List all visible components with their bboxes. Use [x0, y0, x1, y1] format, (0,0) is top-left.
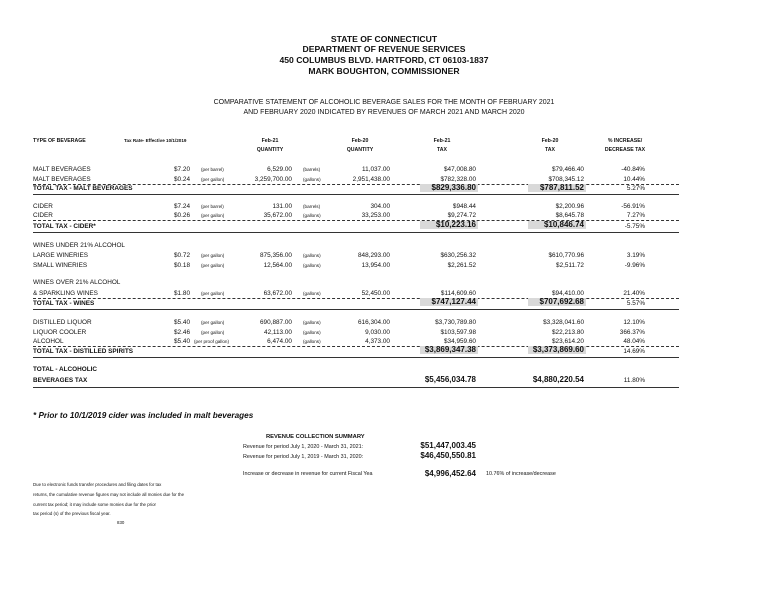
- tax-rate: $1.80: [174, 290, 190, 297]
- summary-percent-change: 10.76% of increase/decrease: [486, 471, 556, 477]
- quantity-2020: 11,037.00: [362, 166, 390, 173]
- rate-unit: (per barrel): [201, 167, 224, 172]
- percent-change: 7.27%: [626, 212, 645, 219]
- beverage-name: MALT BEVERAGES: [33, 176, 91, 183]
- grand-total-tax-2021: $5,456,034.78: [424, 375, 476, 384]
- summary-line-change: Increase or decrease in revenue for current Fiscal Yea: [243, 471, 373, 477]
- cider-note: * Prior to 10/1/2019 cider was included in malt beverages: [33, 411, 254, 420]
- tax-2021: $948.44: [452, 203, 476, 210]
- col-q2-month: Feb-20: [351, 138, 369, 144]
- quantity-unit: (gallons): [303, 213, 321, 218]
- tax-2020: $708,345.12: [548, 176, 584, 183]
- total-tax-2021: $10,223.16: [435, 220, 476, 229]
- tax-2021: $630,256.32: [440, 252, 476, 259]
- grand-total-percent: 11.80%: [623, 377, 645, 384]
- quantity-2020: 9,030.00: [365, 329, 390, 336]
- section-heading-wines-over: WINES OVER 21% ALCOHOL: [33, 279, 121, 286]
- summary-value-2020: $46,450,550.81: [420, 451, 476, 460]
- total-tax-2021: $3,869,347.38: [424, 345, 476, 354]
- rate-unit: (per gallon): [201, 253, 225, 258]
- total-tax-2020: $787,811.52: [539, 183, 584, 192]
- tax-2020: $610,770.96: [548, 252, 584, 259]
- quantity-2021: 131.00: [272, 203, 292, 210]
- quantity-unit: (gallons): [303, 253, 321, 258]
- tax-rate: $0.72: [174, 252, 190, 259]
- separator: [33, 232, 679, 233]
- summary-line-2020: Revenue for period July 1, 2019 - March 31, 2020:: [243, 454, 364, 460]
- col-type: TYPE OF BEVERAGE: [33, 138, 86, 144]
- tax-2021: $114,609.60: [440, 290, 476, 297]
- tax-2020: $94,410.00: [552, 290, 584, 297]
- quantity-2020: 33,253.00: [361, 212, 390, 219]
- quantity-unit: (barrels): [303, 204, 321, 209]
- rate-unit: (per proof gallon): [194, 339, 229, 344]
- grand-total-label-line2: BEVERAGES TAX: [33, 377, 88, 384]
- beverage-name: LIQUOR COOLER: [33, 329, 87, 336]
- form-code: 830: [117, 520, 125, 525]
- separator: [33, 309, 679, 310]
- quantity-2021: 3,259,700.00: [254, 176, 292, 183]
- tax-rate: $0.26: [174, 212, 190, 219]
- tax-2020: $3,328,041.60: [543, 319, 584, 326]
- tax-rate: $7.20: [174, 166, 190, 173]
- quantity-2020: 304.00: [370, 203, 390, 210]
- percent-change: 3.19%: [626, 252, 645, 259]
- col-q1-month: Feb-21: [261, 138, 279, 144]
- beverage-name: MALT BEVERAGES: [33, 166, 91, 173]
- rate-unit: (per gallon): [201, 320, 225, 325]
- percent-change: -9.96%: [624, 262, 645, 269]
- total-percent: 14.69%: [623, 348, 645, 355]
- footnote-line3: current tax period; it may include some monies due for the prior: [33, 502, 156, 507]
- commissioner-name: MARK BOUGHTON, COMMISSIONER: [308, 66, 460, 76]
- quantity-2021: 12,564.00: [263, 262, 292, 269]
- footnote-line1: Due to electronic funds transfer procedures and filing dates for tax: [33, 482, 162, 487]
- tax-2020: $23,614.20: [552, 338, 584, 345]
- quantity-2020: 13,954.00: [361, 262, 390, 269]
- agency-title: STATE OF CONNECTICUT: [330, 34, 438, 44]
- percent-change: 10.44%: [623, 176, 645, 183]
- tax-rate: $5.40: [174, 338, 190, 345]
- total-label: TOTAL TAX - WINES: [33, 300, 95, 307]
- quantity-2020: 4,373.00: [365, 338, 390, 345]
- quantity-2020: 616,304.00: [358, 319, 390, 326]
- total-percent: 5.27%: [626, 185, 645, 192]
- summary-title: REVENUE COLLECTION SUMMARY: [266, 434, 365, 440]
- total-percent: -5.75%: [624, 223, 645, 230]
- quantity-2021: 6,474.00: [267, 338, 292, 345]
- quantity-2021: 35,672.00: [263, 212, 292, 219]
- department-name: DEPARTMENT OF REVENUE SERVICES: [302, 44, 466, 54]
- rate-unit: (per gallon): [201, 213, 225, 218]
- percent-change: 12.10%: [623, 319, 645, 326]
- quantity-2020: 52,450.00: [361, 290, 390, 297]
- col-t1-label: TAX: [437, 147, 447, 153]
- total-tax-2021: $747,127.44: [431, 297, 476, 306]
- quantity-2021: 42,113.00: [264, 329, 292, 336]
- tax-rate: $2.46: [174, 329, 190, 336]
- rate-unit: (per gallon): [201, 330, 225, 335]
- tax-2021: $782,328.00: [440, 176, 476, 183]
- col-q2-label: QUANTITY: [346, 147, 374, 153]
- rate-unit: (per gallon): [201, 177, 225, 182]
- total-label: TOTAL TAX - MALT BEVERAGES: [33, 185, 133, 192]
- rate-unit: (per gallon): [201, 263, 225, 268]
- quantity-2021: 875,356.00: [260, 252, 292, 259]
- section-heading-wines-under: WINES UNDER 21% ALCOHOL: [33, 242, 125, 249]
- col-q1-label: QUANTITY: [256, 147, 284, 153]
- percent-change: -56.91%: [621, 203, 645, 210]
- percent-change: 48.04%: [623, 338, 645, 345]
- total-label: TOTAL TAX - DISTILLED SPIRITS: [33, 348, 134, 355]
- quantity-2021: 63,672.00: [263, 290, 292, 297]
- col-tax-rate: Tax Rate- Effective 10/1/2019: [124, 138, 187, 143]
- grand-total-tax-2020: $4,880,220.54: [532, 375, 584, 384]
- col-t1-month: Feb-21: [433, 138, 451, 144]
- rate-unit: (per barrel): [201, 204, 224, 209]
- summary-line-2021: Revenue for period July 1, 2020 - March 31, 2021:: [243, 444, 364, 450]
- footnote-line4: tax period (s) of the previous fiscal year.: [33, 511, 111, 516]
- report-subtitle: AND FEBRUARY 2020 INDICATED BY REVENUES OF MARCH 2021 AND MARCH 2020: [243, 109, 525, 116]
- tax-rate: $5.40: [174, 319, 190, 326]
- agency-address: 450 COLUMBUS BLVD. HARTFORD, CT 06103-1837: [279, 55, 489, 65]
- total-tax-2020: $3,373,869.60: [532, 345, 584, 354]
- percent-change: 366.37%: [619, 329, 645, 336]
- tax-2021: $2,261.52: [447, 262, 476, 269]
- report-title: COMPARATIVE STATEMENT OF ALCOHOLIC BEVERAGE SALES FOR THE MONTH OF FEBRUARY 2021: [213, 99, 555, 106]
- tax-2021: $9,274.72: [447, 212, 476, 219]
- col-pct-a: % INCREASE/: [607, 138, 643, 144]
- tax-rate: $0.18: [174, 262, 190, 269]
- percent-change: -40.84%: [621, 166, 645, 173]
- separator: [33, 387, 679, 388]
- tax-2020: $22,213.80: [552, 329, 584, 336]
- tax-2020: $8,645.78: [555, 212, 584, 219]
- separator: [33, 194, 679, 195]
- rate-unit: (per gallon): [201, 291, 225, 296]
- beverage-name: SMALL WINERIES: [33, 262, 88, 269]
- total-tax-2020: $707,692.68: [539, 297, 584, 306]
- total-label: TOTAL TAX - CIDER*: [33, 223, 96, 230]
- tax-2020: $2,511.72: [556, 262, 584, 269]
- quantity-unit: (gallons): [303, 320, 321, 325]
- tax-2021: $3,730,789.80: [435, 319, 476, 326]
- tax-2020: $2,200.96: [555, 203, 584, 210]
- beverage-name: LARGE WINERIES: [33, 252, 89, 259]
- total-tax-2021: $829,336.80: [431, 183, 476, 192]
- quantity-unit: (gallons): [303, 291, 321, 296]
- tax-rate: $7.24: [174, 203, 190, 210]
- quantity-unit: (gallons): [303, 263, 321, 268]
- tax-2021: $47,008.80: [444, 166, 476, 173]
- quantity-2021: 690,887.00: [260, 319, 292, 326]
- grand-total-label-line1: TOTAL - ALCOHOLIC: [33, 366, 98, 373]
- col-pct-b: DECREASE TAX: [604, 147, 646, 153]
- tax-2020: $79,466.40: [552, 166, 584, 173]
- col-t2-month: Feb-20: [541, 138, 559, 144]
- quantity-unit: (gallons): [303, 330, 321, 335]
- total-percent: 5.57%: [626, 300, 645, 307]
- footnote-line2: returns, the cumulative revenue figures may not include all monies due for the: [33, 492, 185, 497]
- beverage-name: DISTILLED LIQUOR: [33, 319, 92, 326]
- col-t2-label: TAX: [545, 147, 555, 153]
- tax-rate: $0.24: [174, 176, 190, 183]
- beverage-name: CIDER: [33, 203, 53, 210]
- summary-value-2021: $51,447,003.45: [420, 441, 476, 450]
- summary-value-change: $4,996,452.64: [424, 469, 476, 478]
- tax-2021: $103,597.98: [440, 329, 476, 336]
- percent-change: 21.40%: [623, 290, 645, 297]
- tax-2021: $34,959.60: [444, 338, 476, 345]
- quantity-2020: 2,951,438.00: [352, 176, 390, 183]
- quantity-unit: (barrels): [303, 167, 321, 172]
- beverage-name: CIDER: [33, 212, 53, 219]
- total-tax-2020: $10,846.74: [543, 220, 584, 229]
- beverage-name: ALCOHOL: [33, 338, 64, 345]
- beverage-name: & SPARKLING WINES: [33, 290, 98, 297]
- separator: [33, 357, 679, 358]
- quantity-2021: 6,529.00: [267, 166, 292, 173]
- quantity-2020: 848,293.00: [358, 252, 390, 259]
- quantity-unit: (gallons): [303, 177, 321, 182]
- quantity-unit: (gallons): [303, 339, 321, 344]
